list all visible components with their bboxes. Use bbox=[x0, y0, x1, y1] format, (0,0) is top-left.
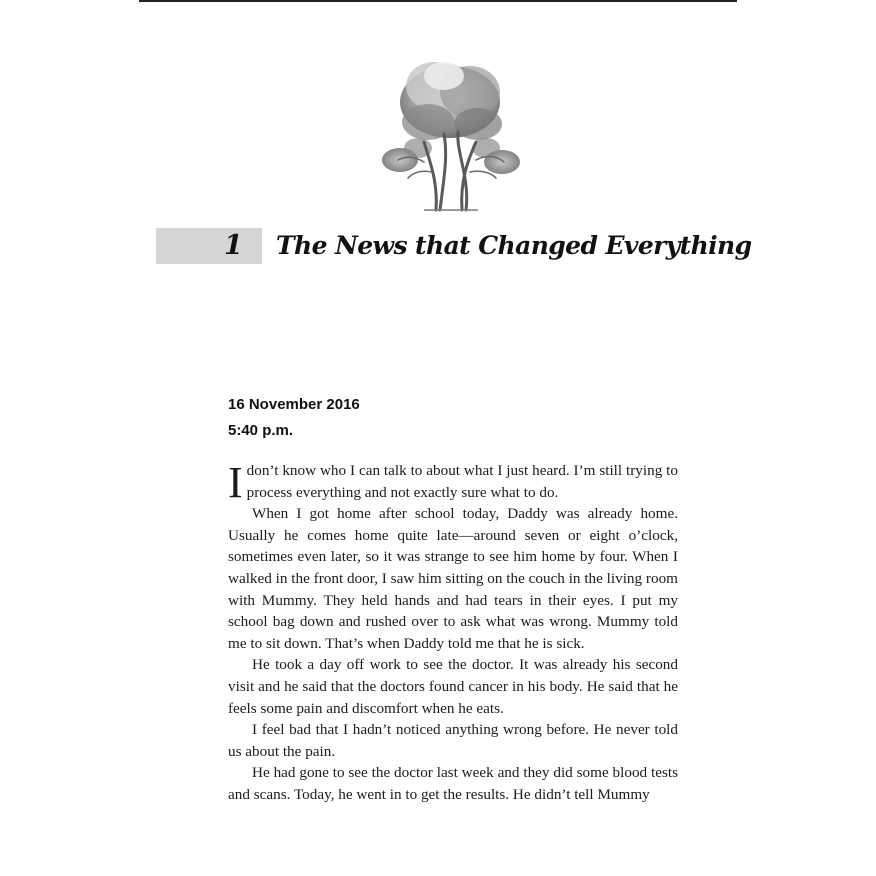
chapter-number-text: 1 bbox=[224, 230, 243, 261]
paragraph: I feel bad that I hadn’t noticed anything wrong before. He never told us about the pain. bbox=[228, 721, 678, 760]
paragraph: He took a day off work to see the doctor. It was already his second visit and he said that the doctors found cancer in his body. He said that he feels some pain and discomfort when he eats. bbox=[228, 656, 678, 717]
top-rule bbox=[139, 0, 737, 2]
paragraph: When I got home after school today, Daddy was already home. Usually he comes home quite late—around seven or eight o’clock, sometimes even later, so it was strange to see him home by four. When I walked in the front door, I saw him sitting on the couch in the living room with Mummy. They held hands and had tears in their eyes. I put my school bag down and rushed over to ask what was wrong. Mummy told me to sit down. That’s when Daddy told me that he is sick. bbox=[228, 505, 678, 652]
paragraph-text: don’t know who I can talk to about what I just heard. I’m still trying to process everything and not exactly sure what to do. bbox=[246, 462, 678, 501]
paragraph: He had gone to see the doctor last week and they did some blood tests and scans. Today, he went in to get the results. He didn’t tell Mummy bbox=[228, 764, 678, 803]
chapter-title: The News that Changed Everything bbox=[276, 231, 752, 260]
entry-time: 5:40 p.m. bbox=[228, 422, 294, 439]
entry-date: 16 November 2016 bbox=[228, 396, 360, 413]
chapter-body bbox=[228, 460, 678, 806]
paragraph bbox=[228, 458, 678, 507]
tree-illustration-icon bbox=[378, 52, 524, 214]
drop-cap: I bbox=[228, 458, 243, 507]
